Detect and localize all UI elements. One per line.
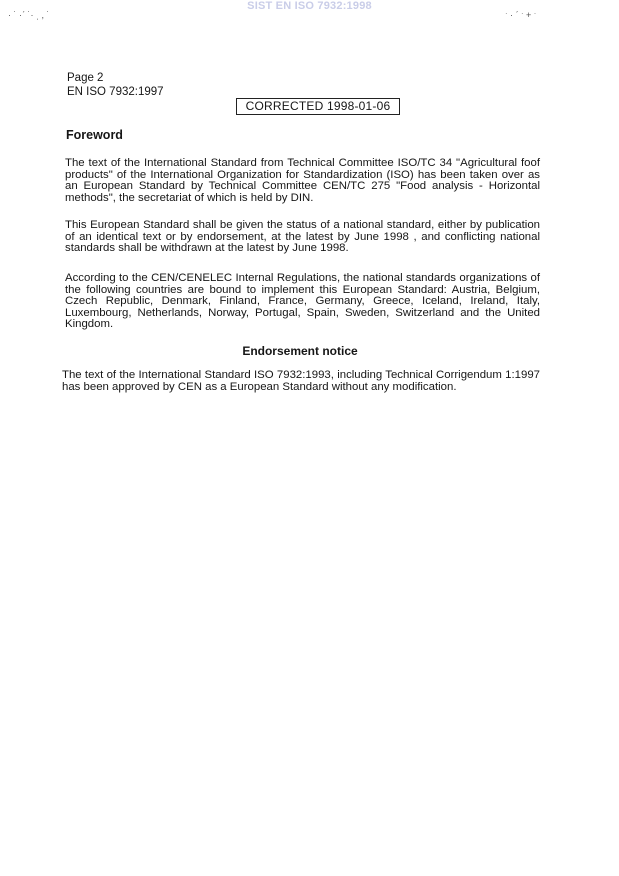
- foreword-paragraph: [65, 220, 540, 255]
- foreword-paragraph: [65, 273, 540, 331]
- scan-noise: · ˙ ·ˊ ˙· ˌ , ˙: [8, 10, 50, 20]
- endorsement-paragraph: [62, 370, 540, 393]
- paragraph-text: This European Standard shall be given the status of a national standard, either by publication of an identical text or by endorsement, at the latest by June 1998 , and conflicting national standards shall be withdrawn at the latest by June 1998.: [65, 219, 540, 255]
- foreword-heading: Foreword: [66, 128, 123, 142]
- corrected-stamp: CORRECTED 1998-01-06: [236, 98, 400, 115]
- standard-number: EN ISO 7932:1997: [67, 86, 164, 98]
- paragraph-text: According to the CEN/CENELEC Internal Regulations, the national standards organizations of the following countries are bound to implement this European Standard: Austria, Belgium, Czech Republic, Denmark, Finland, France, Germany, Greece, Iceland, Ireland, Italy, Luxembourg, Netherlands, Norway, Portugal, Spain, Sweden, Switzerland and the United Kingdom.: [65, 272, 540, 331]
- foreword-paragraph: [65, 158, 540, 204]
- page-header: [67, 71, 164, 99]
- endorsement-heading: Endorsement notice: [242, 344, 358, 358]
- scan-noise: ˑ · ˊ ˑ + ˑ: [505, 10, 537, 20]
- page-number: Page 2: [67, 72, 104, 84]
- watermark: SIST EN ISO 7932:1998: [247, 0, 372, 12]
- paragraph-text: The text of the International Standard from Technical Committee ISO/TC 34 "Agricultural foof products" of the International Organization for Standardization (ISO) has been taken over as an European Standard by Technical Committee CEN/TC 275 "Food analysis - Horizontal methods", the secretariat of which is held by DIN.: [65, 157, 540, 204]
- paragraph-text: The text of the International Standard ISO 7932:1993, including Technical Corrigendum 1:1997 has been approved by CEN as a European Standard without any modification.: [62, 369, 540, 393]
